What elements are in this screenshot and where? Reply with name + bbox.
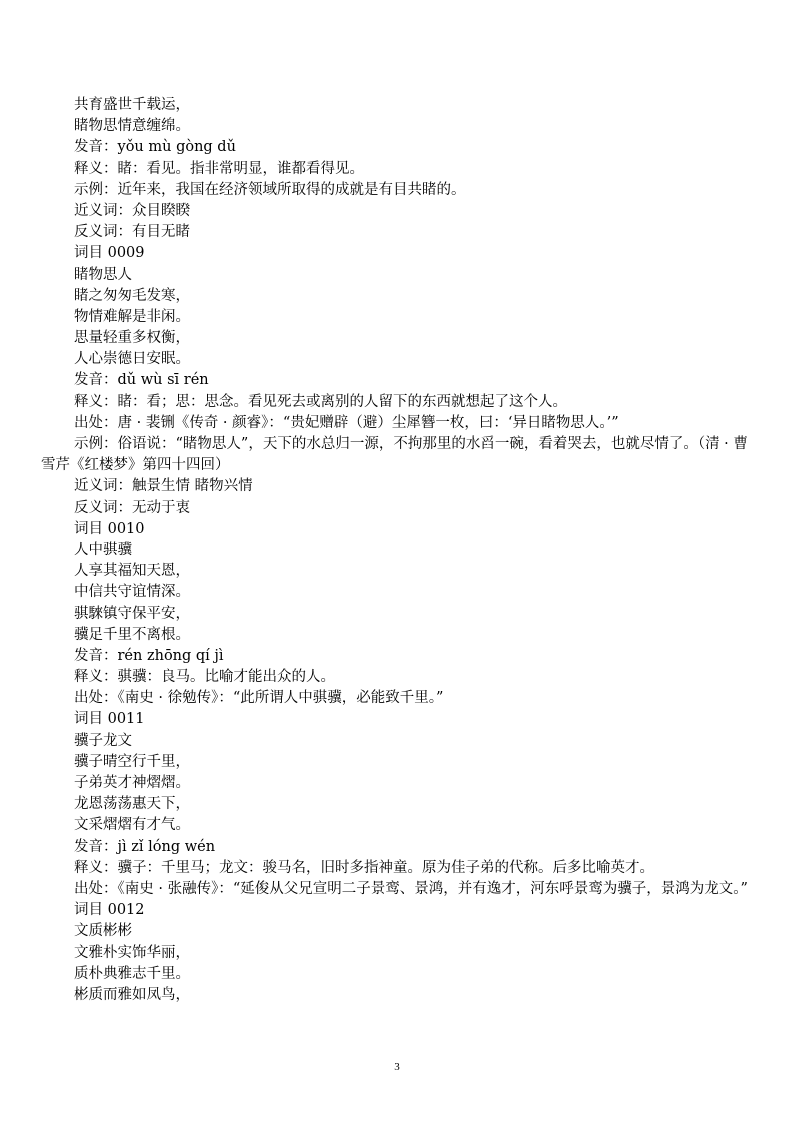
example-text: 示例：俗语说：“睹物思人”，天下的水总归一源，不拘那里的水舀一碗，看着哭去，也就尽情了。（清 · 曹雪芹《红楼梦》第四十四回） [41,436,748,474]
source-text: 出处：《南史 · 张融传》：“延俊从父兄宣明二子景鸾、景鸿，并有逸才，河东呼景鸾为骥子，景鸿为龙文。” [74,880,748,897]
text-line: 文采熠熠有才气。 [74,817,190,834]
entry-title: 骥子龙文 [74,732,132,749]
text-line: 骥足千里不离根。 [74,626,190,643]
synonym-line: 近义词：众目睽睽 [74,202,190,219]
text-line: 人心崇德日安眠。 [74,351,190,368]
source-line: 出处：唐 · 裴铏《传奇 · 颜睿》：“贵妃赠辟（避）尘犀簪一枚，曰：‘异日睹物思人。’” [74,414,619,431]
page-number: 3 [394,1061,400,1073]
synonym-line: 近义词：触景生情 睹物兴情 [74,478,253,495]
source-line: 出处：《南史 · 徐勉传》：“此所谓人中骐骥，必能致千里。” [74,690,444,707]
text-line: 彬质而雅如凤鸟， [74,986,190,1003]
definition-line: 释义：睹：看见。指非常明显，谁都看得见。 [74,160,364,177]
definition-line: 释义：骐骥：良马。比喻才能出众的人。 [74,669,335,686]
text-line: 思量轻重多权衡， [74,330,190,347]
definition-line: 释义：睹：看；思：思念。看见死去或离别的人留下的东西就想起了这个人。 [74,393,567,410]
text-line: 人享其福知天恩， [74,563,190,580]
text-line: 子弟英才神熠熠。 [74,775,190,792]
entry-title: 睹物思人 [74,266,132,283]
example-paragraph [41,434,759,476]
text-line: 质朴典雅志千里。 [74,965,190,982]
document-body [41,95,759,1006]
source-paragraph [41,879,759,900]
text-line: 共育盛世千载运， [74,97,190,113]
entry-number: 词目 0011 [74,711,145,728]
example-line: 示例：近年来，我国在经济领域所取得的成就是有目共睹的。 [74,181,466,198]
text-line: 睹之匆匆毛发寒， [74,287,190,304]
entry-title: 文质彬彬 [74,923,132,940]
text-line: 骥子晴空行千里， [74,753,190,770]
entry-number: 词目 0009 [74,245,145,262]
text-line: 龙恩荡荡惠天下， [74,796,190,813]
pronunciation-line: 发音：rén zhōng qí jì [74,647,224,664]
pronunciation-line: 发音：dǔ wù sī rén [74,372,209,389]
entry-title: 人中骐骥 [74,541,132,558]
pronunciation-line: 发音：jì zǐ lóng wén [74,838,216,855]
pronunciation-line: 发音：yǒu mù gòng dǔ [74,139,236,156]
text-line: 骐騋镇守保平安， [74,605,190,622]
entry-number: 词目 0010 [74,520,145,537]
definition-line: 释义：骥子：千里马；龙文：骏马名，旧时多指神童。原为佳子弟的代称。后多比喻英才。 [74,859,654,876]
text-line: 文雅朴实饰华丽， [74,944,190,961]
text-line: 中信共守谊情深。 [74,584,190,601]
text-line: 睹物思情意缠绵。 [74,118,190,135]
antonym-line: 反义词：有目无睹 [74,224,190,241]
antonym-line: 反义词：无动于衷 [74,499,190,516]
text-line: 物情难解是非闲。 [74,308,190,325]
entry-number: 词目 0012 [74,902,145,919]
